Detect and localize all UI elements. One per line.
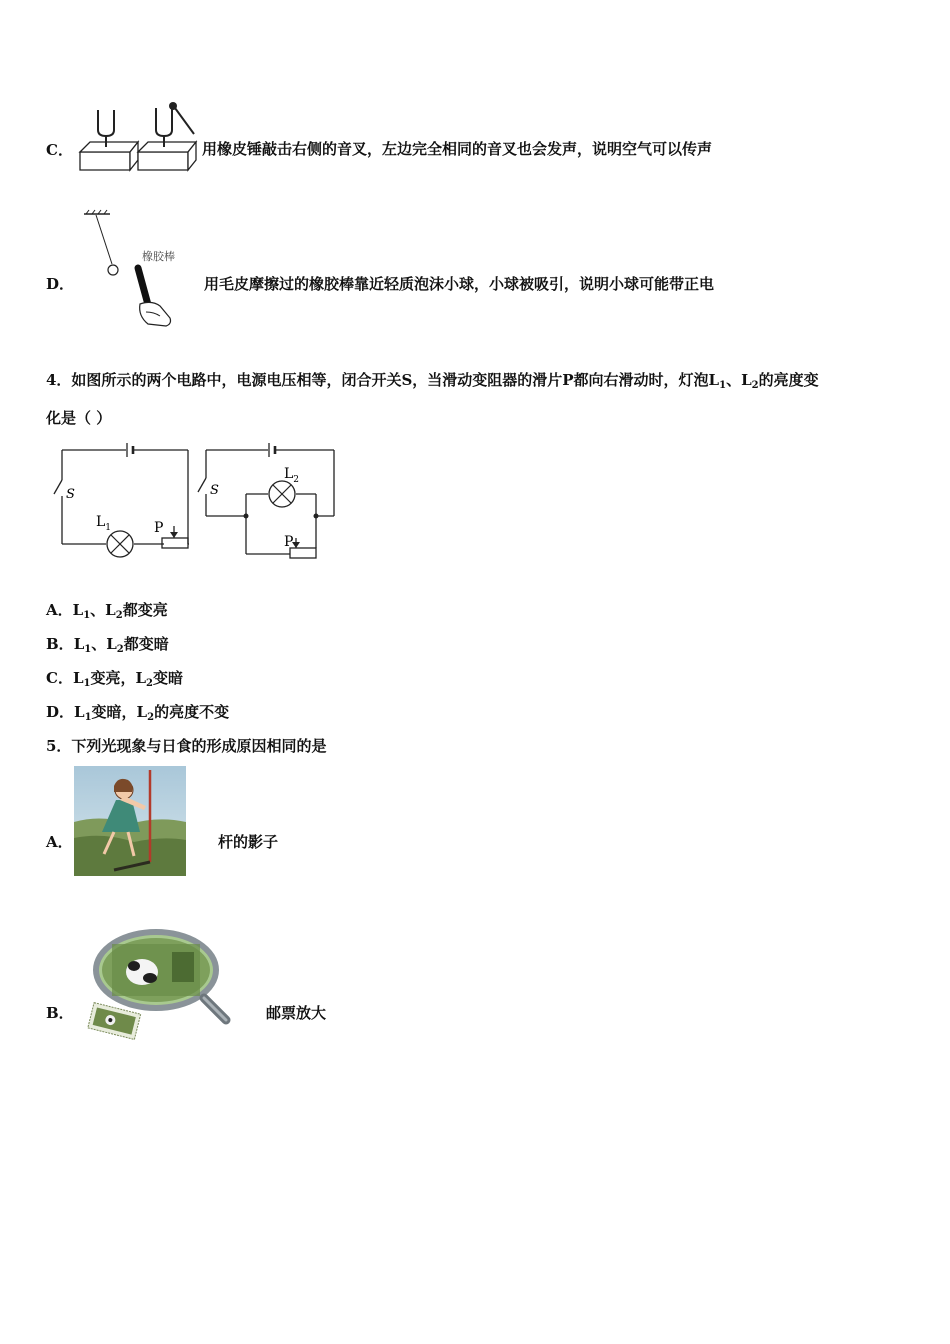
slider-label-1: P — [154, 520, 164, 536]
q4-option-b: B．$L_1$、$L_2$都变暗 — [46, 635, 169, 655]
rubber-rod-figure — [80, 208, 190, 332]
pole-shadow-image — [74, 766, 186, 876]
q5-option-b-text: 邮票放大 — [266, 1004, 327, 1022]
q4-option-c: C．$L_1$变亮，$L_2$变暗 — [46, 669, 184, 689]
q4-option-a: A．$L_1$、$L_2$都变亮 — [46, 601, 168, 621]
q5-stem: 5．下列光现象与日食的形成原因相同的是 — [46, 737, 327, 755]
q4-option-d: D．$L_1$变暗，$L_2$的亮度不变 — [46, 703, 230, 723]
circuit-diagrams — [46, 434, 346, 564]
lamp-label-1: $L_1$ — [96, 514, 112, 533]
q5-option-a-text: 杆的影子 — [218, 833, 279, 851]
option-d-text: 用毛皮摩擦过的橡胶棒靠近轻质泡沫小球，小球被吸引，说明小球可能带正电 — [204, 275, 715, 293]
q5-option-b-label: B． — [46, 1004, 74, 1022]
lamp-label-2: $L_2$ — [284, 466, 300, 485]
option-d-label: D． — [46, 275, 75, 293]
slider-label-2: P — [284, 534, 294, 550]
option-c-text: 用橡皮锤敲击右侧的音叉，左边完全相同的音叉也会发声，说明空气可以传声 — [202, 140, 713, 158]
switch-label-1: S — [66, 487, 75, 502]
tuning-fork-figure — [76, 100, 200, 176]
switch-label-2: S — [210, 483, 219, 498]
q4-stem-line1: 4．如图所示的两个电路中，电源电压相等，闭合开关S，当滑动变阻器的滑片P都向右滑动时，灯泡$L_1$、$L_2$的亮度变 — [46, 371, 819, 391]
q4-stem-line2: 化是（ ） — [46, 409, 112, 427]
q5-option-a-label: A． — [46, 833, 73, 851]
option-c-label: C． — [46, 141, 73, 159]
rod-label: 橡胶棒 — [142, 250, 175, 263]
magnifier-stamp-image — [76, 924, 232, 1040]
